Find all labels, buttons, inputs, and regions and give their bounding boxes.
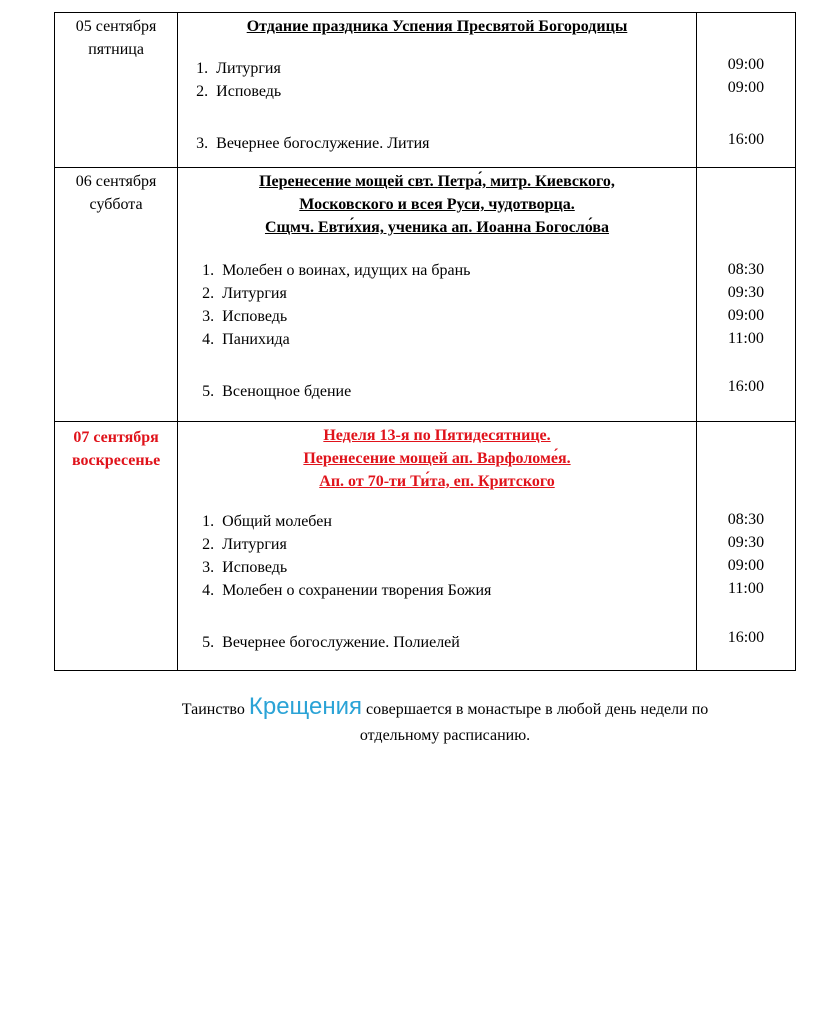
- service-item: [190, 328, 690, 351]
- day-weekday: суббота: [89, 196, 143, 213]
- feast-title-line: Сщмч. Евти́хия, ученика ап. Иоанна Богосло́ва: [264, 219, 610, 236]
- day-date: 07 сентября: [73, 429, 159, 446]
- date-cell: [55, 422, 178, 671]
- item-text: Исповедь: [222, 308, 288, 325]
- item-text: Литургия: [216, 60, 281, 77]
- item-number: 4.: [202, 582, 215, 599]
- service-item: [190, 631, 690, 654]
- service-time: 08:30: [727, 261, 765, 278]
- item-number: 3.: [202, 308, 215, 325]
- service-item: [190, 282, 690, 305]
- service-item: [190, 510, 690, 533]
- events-cell: [178, 168, 697, 422]
- item-text: Общий молебен: [222, 513, 332, 530]
- service-time: 11:00: [727, 330, 764, 347]
- service-item: [184, 80, 690, 103]
- item-number: 3.: [202, 559, 215, 576]
- day-date: 05 сентября: [75, 18, 157, 35]
- service-time: 09:00: [727, 557, 765, 574]
- day-date: 06 сентября: [75, 173, 157, 190]
- baptism-note: [100, 694, 790, 749]
- service-item: [190, 305, 690, 328]
- feast-title: [184, 424, 690, 493]
- service-list: [184, 259, 690, 403]
- item-text: Всенощное бдение: [222, 383, 352, 400]
- item-number: 3.: [196, 135, 209, 152]
- date-cell: [55, 13, 178, 168]
- times-cell: [696, 422, 795, 671]
- item-text: Молебен о воинах, идущих на брань: [222, 262, 471, 279]
- feast-title-line: Отдание праздника Успения Пресвятой Богородицы: [246, 18, 628, 35]
- item-text: Панихида: [222, 331, 290, 348]
- service-time: 09:00: [727, 307, 765, 324]
- feast-title-line: Перенесение мощей ап. Варфоломе́я.: [303, 450, 571, 467]
- day-weekday: пятница: [88, 41, 144, 58]
- feast-title: [184, 15, 690, 38]
- service-item: [190, 556, 690, 579]
- service-time: 09:30: [727, 284, 765, 301]
- item-number: 5.: [202, 634, 215, 651]
- feast-title-line: Неделя 13-я по Пятидесятнице.: [323, 427, 551, 444]
- day-row: [55, 168, 796, 422]
- item-text: Вечернее богослужение. Полиелей: [222, 634, 460, 651]
- feast-title: [184, 170, 690, 239]
- item-text: Литургия: [222, 285, 287, 302]
- date-cell: [55, 168, 178, 422]
- item-number: 2.: [202, 536, 215, 553]
- service-item: [190, 380, 690, 403]
- service-item: [190, 579, 690, 602]
- day-row: [55, 13, 796, 168]
- feast-title-line: Московского и всея Руси, чудотворца.: [299, 196, 575, 213]
- item-text: Исповедь: [216, 83, 282, 100]
- item-number: 2.: [202, 285, 215, 302]
- item-number: 1.: [196, 60, 209, 77]
- service-time: 16:00: [727, 378, 765, 395]
- note-text-before: Таинство: [181, 701, 249, 718]
- service-time: 09:00: [727, 79, 765, 96]
- item-number: 4.: [202, 331, 215, 348]
- feast-title-line: Ап. от 70-ти Ти́та, еп. Критского: [319, 473, 555, 490]
- times-cell: [696, 13, 795, 168]
- service-list: [184, 57, 690, 155]
- service-time: 09:00: [727, 56, 765, 73]
- item-text: Вечернее богослужение. Лития: [216, 135, 430, 152]
- note-accent-word: Крещения: [248, 693, 363, 720]
- service-time: 16:00: [727, 131, 765, 148]
- feast-title-line: Перенесение мощей свт. Петра́, митр. Киевского,: [259, 173, 615, 190]
- item-number: 1.: [202, 513, 215, 530]
- service-item: [184, 132, 690, 155]
- schedule-table: [54, 12, 796, 671]
- service-item: [190, 259, 690, 282]
- item-text: Молебен о сохранении творения Божия: [222, 582, 492, 599]
- service-item: [190, 533, 690, 556]
- item-text: Литургия: [222, 536, 287, 553]
- day-weekday: воскресенье: [71, 452, 161, 469]
- events-cell: [178, 422, 697, 671]
- day-row: [55, 422, 796, 671]
- note-text-line2: отдельному расписанию.: [359, 727, 531, 744]
- service-time: 11:00: [727, 580, 764, 597]
- service-time: 09:30: [727, 534, 765, 551]
- item-number: 2.: [196, 83, 209, 100]
- item-number: 1.: [202, 262, 215, 279]
- item-text: Исповедь: [222, 559, 288, 576]
- service-item: [184, 57, 690, 80]
- events-cell: [178, 13, 697, 168]
- service-list: [184, 510, 690, 654]
- service-time: 08:30: [727, 511, 765, 528]
- note-text-after: совершается в монастыре в любой день недели по: [362, 701, 709, 718]
- service-time: 16:00: [727, 629, 765, 646]
- times-cell: [696, 168, 795, 422]
- item-number: 5.: [202, 383, 215, 400]
